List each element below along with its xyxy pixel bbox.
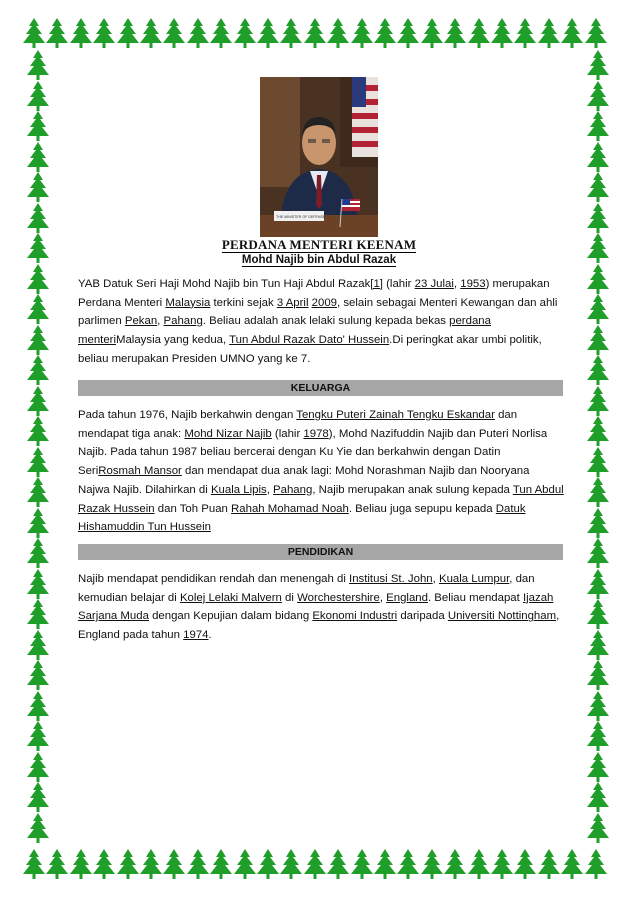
christmas-tree-icon — [586, 416, 610, 448]
caption-name: Mohd Najib bin Abdul Razak — [241, 254, 397, 266]
section-header-keluarga: KELUARGA — [78, 380, 563, 396]
christmas-tree-icon — [586, 477, 610, 509]
text: dan mendapat dua anak lagi: Mohd Norashman Najib dan Nooryana Najwa Najib. Dilahirkan di — [78, 465, 530, 496]
christmas-tree-icon — [279, 18, 303, 50]
christmas-tree-icon — [92, 849, 116, 881]
christmas-tree-icon — [26, 172, 50, 204]
christmas-tree-icon — [586, 264, 610, 296]
text: , Najib merupakan anak sulung kepada — [312, 483, 513, 496]
tun-abdul-razak-hussein-link[interactable]: Tun Abdul Razak Hussein — [78, 483, 564, 515]
text: daripada — [397, 610, 448, 623]
text: (lahir — [271, 427, 304, 440]
christmas-tree-icon — [26, 355, 50, 387]
christmas-tree-icon — [26, 508, 50, 540]
border-left — [22, 0, 58, 903]
text: , dan kemudian belajar di — [78, 573, 535, 604]
text: . Beliau mendapat — [427, 591, 523, 604]
christmas-tree-icon — [586, 325, 610, 357]
text: dengan Kepujian dalam bidang — [148, 610, 313, 623]
christmas-tree-icon — [116, 849, 140, 881]
christmas-tree-icon — [586, 630, 610, 662]
christmas-tree-icon — [537, 18, 561, 50]
text: , England pada tahun — [78, 610, 560, 642]
text: , selain sebagai Menteri Kewangan dan ahli parlimen — [78, 296, 558, 328]
text: Malaysia yang kedua, — [115, 334, 230, 347]
christmas-tree-icon — [326, 849, 350, 881]
hishamuddin-link[interactable]: Datuk Hishamuddin Tun Hussein — [78, 502, 526, 534]
christmas-tree-icon — [586, 660, 610, 692]
christmas-tree-icon — [586, 355, 610, 387]
christmas-tree-icon — [586, 111, 610, 143]
text: . Beliau juga sepupu kepada — [348, 502, 496, 515]
christmas-tree-icon — [490, 849, 514, 881]
christmas-tree-icon — [303, 18, 327, 50]
christmas-tree-icon — [586, 752, 610, 784]
christmas-tree-icon — [162, 849, 186, 881]
year-1978-link[interactable]: 1978 — [303, 427, 329, 440]
portrait-photo — [260, 77, 378, 237]
text: , — [157, 315, 164, 328]
education-paragraph — [78, 570, 564, 645]
pahang-link[interactable]: Pahang — [273, 483, 313, 496]
christmas-tree-icon — [209, 18, 233, 50]
april-link[interactable]: 3 April — [276, 296, 309, 309]
ref-link[interactable]: [1] — [370, 278, 383, 290]
christmas-tree-icon — [233, 849, 257, 881]
border-top — [0, 18, 638, 54]
christmas-tree-icon — [467, 849, 491, 881]
christmas-tree-icon — [256, 18, 280, 50]
christmas-tree-icon — [26, 142, 50, 174]
text: di — [281, 591, 298, 604]
malaysia-link[interactable]: Malaysia — [165, 296, 211, 309]
text: Najib mendapat pendidikan rendah dan menengah di — [78, 573, 350, 585]
text: dan mendapat tiga anak: — [78, 409, 518, 440]
christmas-tree-icon — [586, 81, 610, 113]
christmas-tree-icon — [256, 849, 280, 881]
christmas-tree-icon — [373, 849, 397, 881]
christmas-tree-icon — [467, 18, 491, 50]
christmas-tree-icon — [116, 18, 140, 50]
christmas-tree-icon — [586, 691, 610, 723]
christmas-tree-icon — [586, 782, 610, 814]
christmas-tree-icon — [26, 111, 50, 143]
christmas-tree-icon — [586, 50, 610, 82]
christmas-tree-icon — [350, 18, 374, 50]
christmas-tree-icon — [26, 813, 50, 845]
christmas-tree-icon — [586, 447, 610, 479]
christmas-tree-icon — [26, 599, 50, 631]
christmas-tree-icon — [586, 142, 610, 174]
rosmah-link[interactable]: Rosmah Mansor — [98, 465, 182, 478]
christmas-tree-icon — [586, 599, 610, 631]
rahah-link[interactable]: Rahah Mohamad Noah — [231, 502, 349, 515]
christmas-tree-icon — [26, 50, 50, 82]
christmas-tree-icon — [537, 849, 561, 881]
christmas-tree-icon — [560, 849, 584, 881]
christmas-tree-icon — [209, 849, 233, 881]
christmas-tree-icon — [396, 849, 420, 881]
nottingham-link[interactable]: Universiti Nottingham — [447, 610, 557, 623]
text: . Beliau adalah anak lelaki sulung kepada bekas — [202, 315, 450, 328]
ekonomi-industri-link[interactable]: Ekonomi Industri — [312, 610, 398, 623]
svg-text:THE MINISTER OF DEFENSE: THE MINISTER OF DEFENSE — [276, 215, 326, 219]
christmas-tree-icon — [490, 18, 514, 50]
christmas-tree-icon — [26, 752, 50, 784]
christmas-tree-icon — [26, 782, 50, 814]
christmas-tree-icon — [92, 18, 116, 50]
christmas-tree-icon — [26, 721, 50, 753]
christmas-tree-icon — [586, 538, 610, 570]
christmas-tree-icon — [26, 447, 50, 479]
st-john-link[interactable]: Institusi St. John — [349, 573, 433, 585]
christmas-tree-icon — [233, 18, 257, 50]
christmas-tree-icon — [26, 325, 50, 357]
christmas-tree-icon — [26, 660, 50, 692]
christmas-tree-icon — [26, 264, 50, 296]
text: . — [208, 629, 212, 642]
kuala-lumpur-link[interactable]: Kuala Lumpur — [438, 573, 510, 585]
christmas-tree-icon — [513, 849, 537, 881]
christmas-tree-icon — [586, 203, 610, 235]
christmas-tree-icon — [350, 849, 374, 881]
christmas-tree-icon — [560, 18, 584, 50]
christmas-tree-icon — [26, 691, 50, 723]
christmas-tree-icon — [396, 18, 420, 50]
malvern-link[interactable]: Kolej Lelaki Malvern — [179, 591, 282, 604]
text: , — [453, 278, 461, 290]
text: (lahir — [382, 278, 415, 290]
christmas-tree-icon — [69, 18, 93, 50]
christmas-tree-icon — [186, 849, 210, 881]
kuala-lipis-link[interactable]: Kuala Lipis — [210, 483, 267, 496]
christmas-tree-icon — [420, 18, 444, 50]
perdana-menteri-link[interactable]: perdana menteri — [78, 315, 491, 347]
border-bottom — [0, 849, 638, 885]
section-header-pendidikan: PENDIDIKAN — [78, 544, 563, 560]
christmas-tree-icon — [279, 849, 303, 881]
christmas-tree-icon — [139, 849, 163, 881]
christmas-tree-icon — [26, 477, 50, 509]
text: , — [432, 573, 439, 585]
text: , — [266, 483, 274, 496]
nizar-link[interactable]: Mohd Nizar Najib — [184, 427, 272, 440]
christmas-tree-icon — [69, 849, 93, 881]
christmas-tree-icon — [586, 508, 610, 540]
christmas-tree-icon — [443, 18, 467, 50]
pekan-link[interactable]: Pekan — [124, 315, 158, 328]
caption-title: PERDANA MENTERI KEENAM — [221, 237, 417, 252]
christmas-tree-icon — [26, 233, 50, 265]
year-1974-link[interactable]: 1974 — [183, 629, 209, 642]
text: .Di peringkat akar umbi politik, beliau merupakan Presiden UMNO yang ke 7. — [78, 334, 542, 365]
year-link[interactable]: 1953 — [460, 278, 486, 290]
intro-paragraph — [78, 275, 564, 369]
christmas-tree-icon — [26, 81, 50, 113]
date-link[interactable]: 23 Julai — [414, 278, 454, 290]
christmas-tree-icon — [26, 203, 50, 235]
christmas-tree-icon — [586, 172, 610, 204]
christmas-tree-icon — [162, 18, 186, 50]
christmas-tree-icon — [586, 233, 610, 265]
christmas-tree-icon — [26, 416, 50, 448]
christmas-tree-icon — [26, 630, 50, 662]
christmas-tree-icon — [443, 849, 467, 881]
christmas-tree-icon — [586, 813, 610, 845]
worchestershire-link[interactable]: Worchestershire — [297, 591, 380, 604]
christmas-tree-icon — [26, 538, 50, 570]
text: , — [379, 591, 387, 604]
christmas-tree-icon — [139, 18, 163, 50]
christmas-tree-icon — [586, 569, 610, 601]
christmas-tree-icon — [26, 569, 50, 601]
christmas-tree-icon — [303, 849, 327, 881]
england-link[interactable]: England — [386, 591, 428, 604]
family-paragraph — [78, 406, 564, 537]
christmas-tree-icon — [373, 18, 397, 50]
christmas-tree-icon — [586, 294, 610, 326]
year-2009-link[interactable]: 2009 — [311, 296, 338, 309]
ijazah-link[interactable]: Ijazah Sarjana Muda — [78, 591, 554, 623]
text: dan Toh Puan — [154, 502, 232, 515]
christmas-tree-icon — [26, 294, 50, 326]
christmas-tree-icon — [420, 849, 444, 881]
tun-abdul-razak-link[interactable]: Tun Abdul Razak Dato' Hussein — [229, 334, 390, 347]
border-right — [582, 0, 618, 903]
christmas-tree-icon — [586, 721, 610, 753]
text: terkini sejak — [210, 296, 277, 309]
text: YAB Datuk Seri Haji Mohd Najib bin Tun Haji Abdul Razak — [78, 278, 371, 290]
christmas-tree-icon — [26, 386, 50, 418]
text: ), Mohd Nazifuddin Najib dan Puteri Norlisa Najib. Pada tahun 1987 beliau bercerai dengan Ku Yie dan berkahwin dengan Datin Seri — [78, 427, 548, 478]
pahang-link[interactable]: Pahang — [163, 315, 203, 328]
christmas-tree-icon — [586, 386, 610, 418]
wife1-link[interactable]: Tengku Puteri Zainah Tengku Eskandar — [296, 409, 495, 421]
christmas-tree-icon — [186, 18, 210, 50]
christmas-tree-icon — [326, 18, 350, 50]
text: ) merupakan Perdana Menteri — [78, 278, 550, 309]
christmas-tree-icon — [513, 18, 537, 50]
text: Pada tahun 1976, Najib berkahwin dengan — [78, 409, 297, 421]
